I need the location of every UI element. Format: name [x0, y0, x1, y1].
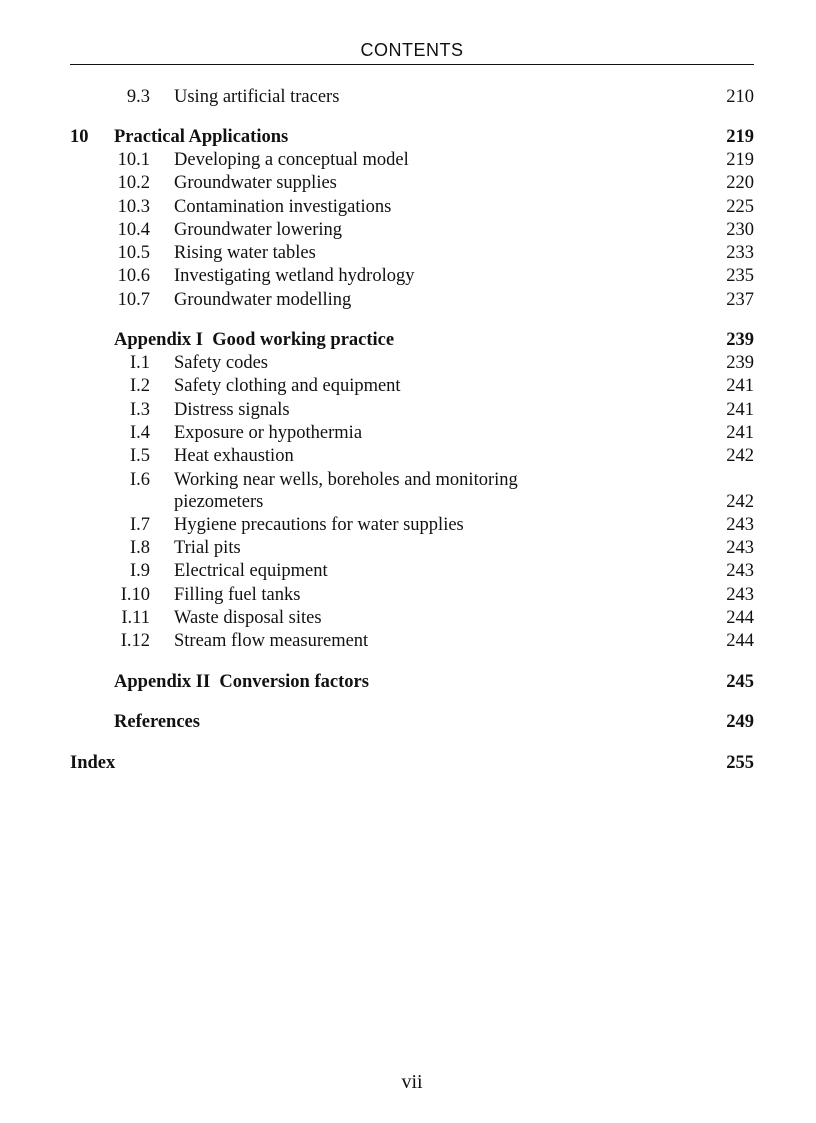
- running-header: CONTENTS: [360, 40, 464, 60]
- page-number: 239: [726, 330, 754, 350]
- toc-entry-i-2[interactable]: [70, 375, 754, 398]
- section-number: I.1: [129, 353, 150, 373]
- toc-chapter-10[interactable]: [70, 126, 754, 149]
- page-number: 244: [726, 608, 754, 628]
- section-title: Hygiene precautions for water supplies: [174, 515, 464, 535]
- section-number: I.12: [120, 631, 150, 651]
- toc-entry-i-6[interactable]: [70, 469, 754, 492]
- page-number: 245: [726, 672, 754, 692]
- section-number: 10.7: [117, 290, 150, 310]
- page-number: 242: [726, 492, 754, 512]
- toc-entry-10-3[interactable]: [70, 196, 754, 219]
- section-title: Developing a conceptual model: [174, 150, 409, 170]
- section-title: Using artificial tracers: [174, 87, 340, 107]
- page-number: 219: [726, 150, 754, 170]
- toc-references[interactable]: [70, 711, 754, 734]
- toc-index[interactable]: [70, 752, 754, 775]
- section-title: Groundwater supplies: [174, 173, 337, 193]
- toc-entry-i-11[interactable]: [70, 607, 754, 630]
- page-folio: vii: [401, 1071, 423, 1093]
- page-number: 239: [726, 353, 754, 373]
- page-number: 243: [726, 561, 754, 581]
- page-number: 243: [726, 538, 754, 558]
- section-title: Electrical equipment: [174, 561, 328, 581]
- section-number: I.8: [129, 538, 150, 558]
- toc-entry-10-7[interactable]: [70, 289, 754, 312]
- page-number: 225: [726, 197, 754, 217]
- section-title: Distress signals: [174, 400, 290, 420]
- page-number: 210: [726, 87, 754, 107]
- section-number: I.6: [129, 470, 150, 490]
- toc-entry-10-4[interactable]: [70, 219, 754, 242]
- toc-entry-i-7[interactable]: [70, 514, 754, 537]
- toc-entry-i-10[interactable]: [70, 584, 754, 607]
- section-number: I.9: [129, 561, 150, 581]
- toc-appendix-1[interactable]: [70, 329, 754, 352]
- toc-entry-i-3[interactable]: [70, 399, 754, 422]
- section-title: Safety codes: [174, 353, 269, 373]
- page-number: 242: [726, 446, 754, 466]
- section-number: 10.1: [117, 150, 150, 170]
- section-title: Exposure or hypothermia: [174, 423, 363, 443]
- section-title: Groundwater modelling: [174, 290, 352, 310]
- chapter-number: 10: [70, 127, 89, 147]
- page-number: 230: [726, 220, 754, 240]
- section-number: I.4: [129, 423, 150, 443]
- section-number: I.5: [129, 446, 150, 466]
- toc-entry-10-5[interactable]: [70, 242, 754, 265]
- references-title: References: [114, 712, 200, 732]
- section-title-continued: piezometers: [174, 492, 264, 512]
- section-title: Working near wells, boreholes and monitoring: [174, 470, 518, 490]
- appendix-title: Appendix II Conversion factors: [114, 672, 369, 692]
- section-title: Investigating wetland hydrology: [174, 266, 415, 286]
- section-number: 10.5: [117, 243, 150, 263]
- section-title: Waste disposal sites: [174, 608, 322, 628]
- section-number: I.2: [129, 376, 150, 396]
- page-number: 233: [726, 243, 754, 263]
- section-title: Heat exhaustion: [174, 446, 294, 466]
- page-number: 241: [726, 376, 754, 396]
- toc-entry-i-4[interactable]: [70, 422, 754, 445]
- section-title: Safety clothing and equipment: [174, 376, 401, 396]
- page-number: 249: [726, 712, 754, 732]
- page-number: 220: [726, 173, 754, 193]
- toc-entry-i-6-continued[interactable]: [70, 491, 754, 514]
- section-number: I.7: [129, 515, 150, 535]
- page-number: 241: [726, 423, 754, 443]
- section-number: 10.3: [117, 197, 150, 217]
- page-number: 235: [726, 266, 754, 286]
- section-title: Contamination investigations: [174, 197, 392, 217]
- page-number: 255: [726, 753, 754, 773]
- page-number: 241: [726, 400, 754, 420]
- chapter-title: Practical Applications: [114, 127, 289, 147]
- section-title: Rising water tables: [174, 243, 316, 263]
- section-number: 9.3: [126, 87, 150, 107]
- section-number: I.11: [121, 608, 150, 628]
- section-number: I.10: [120, 585, 150, 605]
- section-number: 10.2: [117, 173, 150, 193]
- page-number: 219: [726, 127, 754, 147]
- toc-entry-i-1[interactable]: [70, 352, 754, 375]
- section-number: 10.6: [117, 266, 150, 286]
- section-title: Groundwater lowering: [174, 220, 342, 240]
- section-number: 10.4: [117, 220, 150, 240]
- section-title: Filling fuel tanks: [174, 585, 301, 605]
- toc-entry-i-9[interactable]: [70, 560, 754, 583]
- page-number: 237: [726, 290, 754, 310]
- toc-entry-i-12[interactable]: [70, 630, 754, 653]
- toc-entry-10-6[interactable]: [70, 265, 754, 288]
- toc-entry-i-5[interactable]: [70, 445, 754, 468]
- section-title: Stream flow measurement: [174, 631, 369, 651]
- page-number: 243: [726, 585, 754, 605]
- index-title: Index: [70, 753, 116, 773]
- header-rule: [70, 64, 754, 65]
- appendix-title: Appendix I Good working practice: [114, 330, 395, 350]
- toc-appendix-2[interactable]: [70, 671, 754, 694]
- page-number: 243: [726, 515, 754, 535]
- toc-entry-10-2[interactable]: [70, 172, 754, 195]
- toc-entry-i-8[interactable]: [70, 537, 754, 560]
- section-title: Trial pits: [174, 538, 241, 558]
- section-number: I.3: [129, 400, 150, 420]
- toc-entry-10-1[interactable]: [70, 149, 754, 172]
- toc-entry-9-3[interactable]: [70, 86, 754, 109]
- page-number: 244: [726, 631, 754, 651]
